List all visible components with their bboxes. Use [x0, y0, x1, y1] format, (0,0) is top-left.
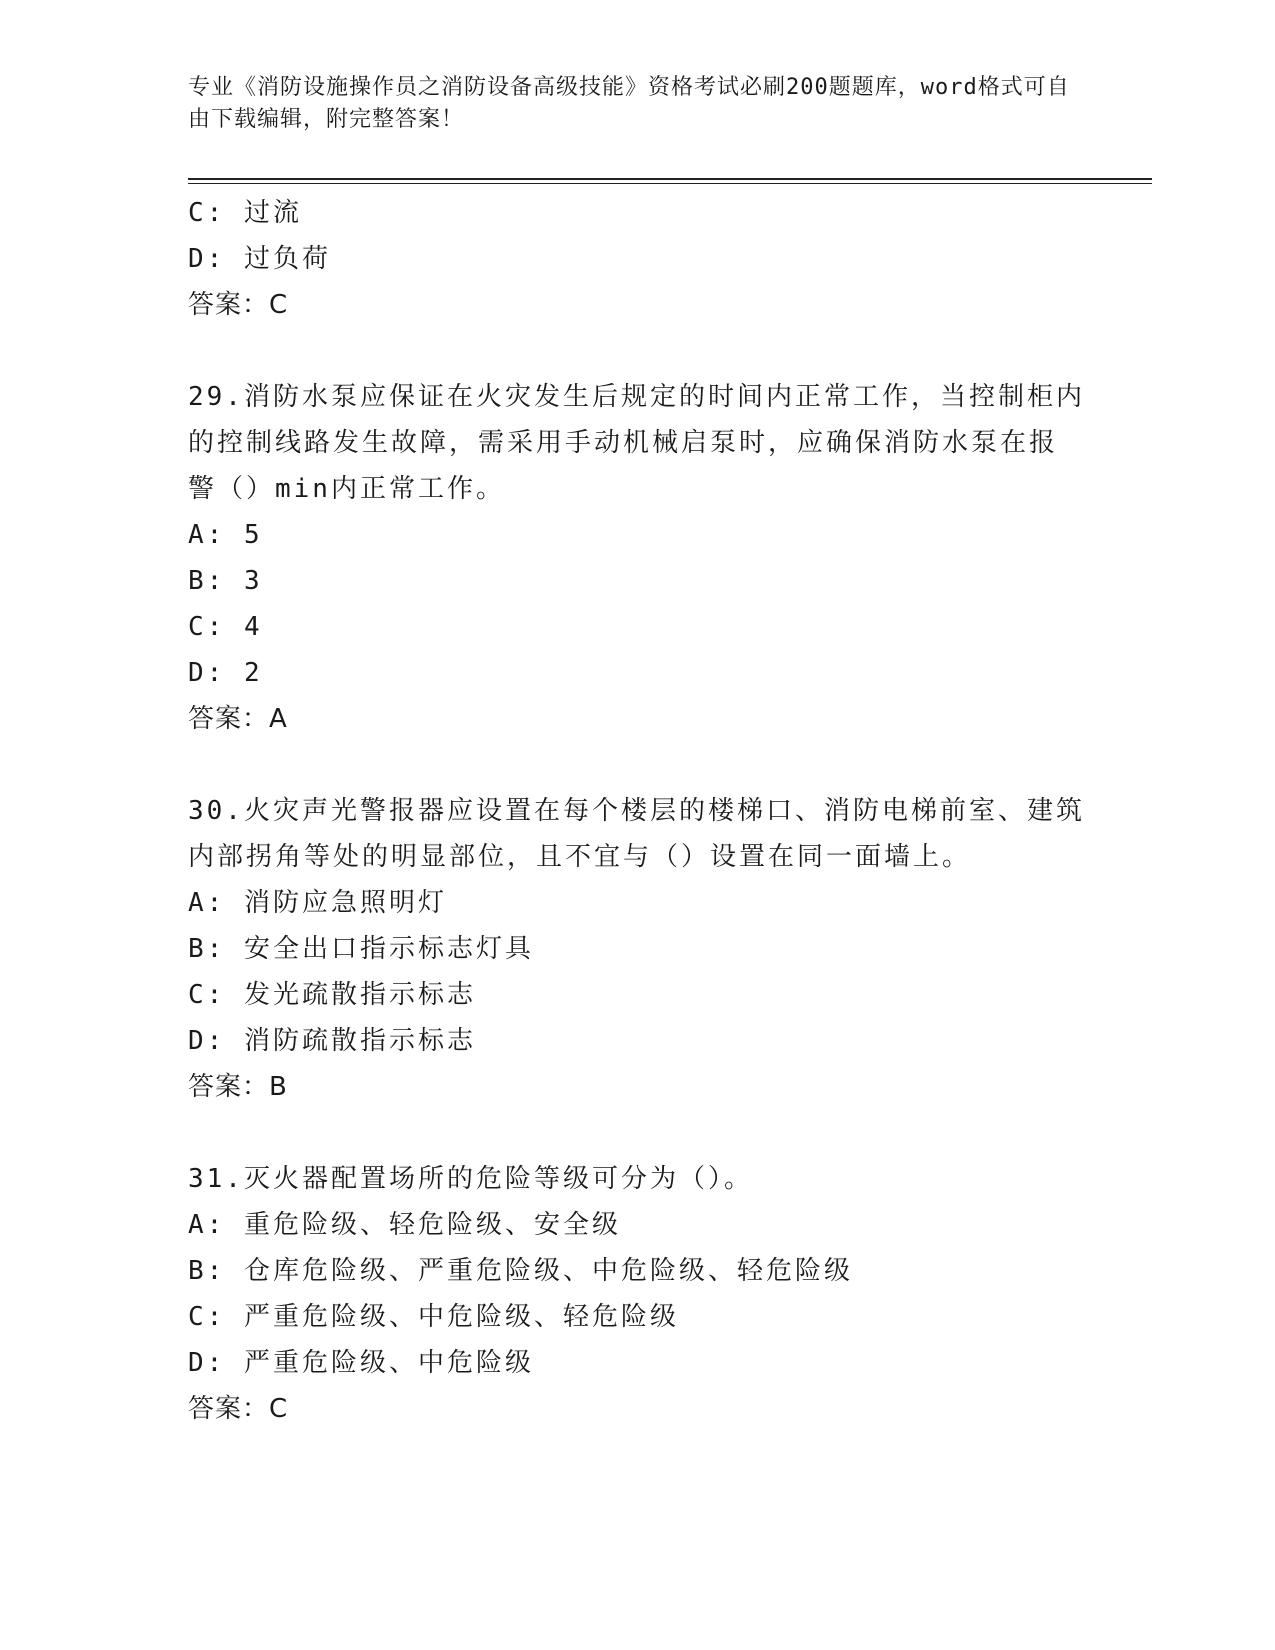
- question-31: [188, 1156, 1088, 1432]
- question-30: [188, 788, 1088, 1110]
- question-text-line: 警（）min内正常工作。: [188, 474, 505, 504]
- question-28-tail: [188, 190, 1088, 328]
- option-a: A: 5: [188, 520, 263, 550]
- option-d: D: 消防疏散指示标志: [188, 1026, 476, 1056]
- answer-line: 答案：C: [188, 290, 289, 320]
- question-text-line: 29.消防水泵应保证在火灾发生后规定的时间内正常工作，当控制柜内: [188, 382, 1085, 412]
- option-a: A: 消防应急照明灯: [188, 888, 447, 918]
- document-header: [188, 72, 1088, 136]
- option-c: C: 过流: [188, 198, 302, 228]
- option-d: D: 2: [188, 658, 263, 688]
- header-divider-thin: [188, 183, 1152, 184]
- question-text-line: 31.灭火器配置场所的危险等级可分为（）。: [188, 1164, 753, 1194]
- header-divider-thick: [188, 178, 1152, 180]
- question-list: [188, 190, 1088, 1432]
- option-d: D: 严重危险级、中危险级: [188, 1348, 534, 1378]
- option-d: D: 过负荷: [188, 244, 331, 274]
- question-text-line: 内部拐角等处的明显部位，且不宜与（）设置在同一面墙上。: [188, 842, 972, 872]
- option-b: B: 安全出口指示标志灯具: [188, 934, 534, 964]
- spacer: [188, 1110, 1088, 1156]
- option-c: C: 4: [188, 612, 263, 642]
- option-a: A: 重危险级、轻危险级、安全级: [188, 1210, 621, 1240]
- answer-line: 答案：C: [188, 1394, 289, 1424]
- option-b: B: 仓库危险级、严重危险级、中危险级、轻危险级: [188, 1256, 853, 1286]
- question-text-line: 的控制线路发生故障，需采用手动机械启泵时，应确保消防水泵在报: [188, 428, 1059, 458]
- answer-line: 答案：A: [188, 704, 288, 734]
- header-title: 专业《消防设施操作员之消防设备高级技能》资格考试必刷200题题库，word格式可自由下载编辑，附完整答案！: [188, 75, 1070, 132]
- spacer: [188, 742, 1088, 788]
- question-text-line: 30.火灾声光警报器应设置在每个楼层的楼梯口、消防电梯前室、建筑: [188, 796, 1085, 826]
- option-c: C: 发光疏散指示标志: [188, 980, 476, 1010]
- question-29: [188, 374, 1088, 742]
- option-c: C: 严重危险级、中危险级、轻危险级: [188, 1302, 679, 1332]
- answer-line: 答案：B: [188, 1072, 288, 1102]
- spacer: [188, 328, 1088, 374]
- option-b: B: 3: [188, 566, 263, 596]
